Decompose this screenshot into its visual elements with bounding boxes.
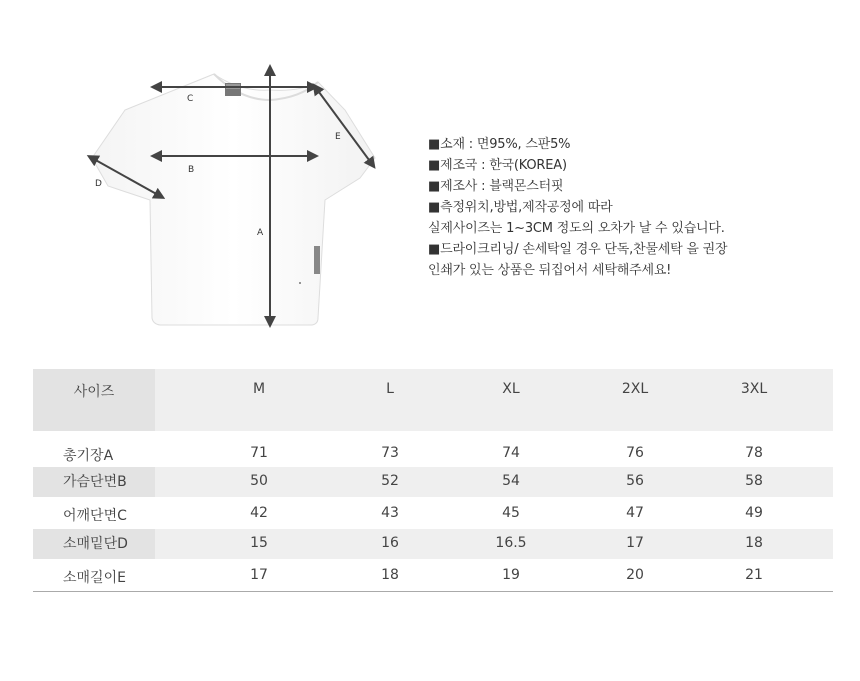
row-label: 총기장A: [63, 448, 114, 464]
table-cell: 16.5: [495, 535, 527, 551]
table-cell: 18: [381, 567, 399, 583]
row-label: 어깨단면C: [63, 508, 127, 524]
label-b: B: [188, 165, 195, 175]
header-size-l: L: [386, 381, 394, 397]
table-cell: 15: [250, 535, 268, 551]
table-row: [33, 467, 833, 497]
info-wash-note-2: 인쇄가 있는 상품은 뒤집어서 세탁해주세요!: [428, 263, 672, 278]
row-label: 소매길이E: [63, 570, 126, 586]
table-cell: 73: [381, 445, 399, 461]
product-info: [428, 134, 848, 281]
table-cell: 20: [626, 567, 644, 583]
table-cell: 17: [250, 567, 268, 583]
table-cell: 18: [745, 535, 763, 551]
print-dot: [299, 282, 301, 284]
header-size-label: 사이즈: [73, 384, 115, 400]
table-cell: 49: [745, 505, 763, 521]
label-d: D: [95, 179, 102, 189]
table-cell: 78: [745, 445, 763, 461]
table-cell: 58: [745, 473, 763, 489]
table-cell: 21: [745, 567, 763, 583]
table-row: [33, 439, 833, 469]
info-measure-note-2: 실제사이즈는 1~3CM 정도의 오차가 날 수 있습니다.: [428, 221, 725, 236]
info-country: ■제조국 : 한국(KOREA): [428, 158, 567, 173]
table-bottom-divider: [33, 591, 833, 592]
label-a: A: [257, 228, 264, 238]
table-cell: 42: [250, 505, 268, 521]
info-measure-note: ■측정위치,방법,제작공정에 따라: [428, 200, 613, 215]
table-cell: 43: [381, 505, 399, 521]
tshirt-measurement-diagram: [0, 0, 420, 340]
table-row: [33, 529, 833, 559]
table-row: [33, 561, 833, 591]
side-tag: [314, 246, 320, 274]
table-cell: 52: [381, 473, 399, 489]
table-cell: 50: [250, 473, 268, 489]
row-label: 소매밑단D: [33, 529, 155, 559]
table-cell: 54: [502, 473, 520, 489]
table-cell: 76: [626, 445, 644, 461]
header-size-3xl: 3XL: [740, 381, 768, 397]
table-cell: 16: [381, 535, 399, 551]
info-material: ■소재 : 면95%, 스판5%: [428, 137, 571, 152]
header-size-2xl: 2XL: [621, 381, 649, 397]
table-cell: 45: [502, 505, 520, 521]
info-manufacturer: ■제조사 : 블랙몬스터핏: [428, 179, 564, 194]
table-cell: 56: [626, 473, 644, 489]
table-cell: 74: [502, 445, 520, 461]
row-label: 가슴단면B: [33, 467, 155, 497]
info-wash-note: ■드라이크리닝/ 손세탁일 경우 단독,찬물세탁 을 권장: [428, 242, 728, 257]
table-row: [33, 499, 833, 529]
label-e: E: [335, 132, 341, 142]
header-size-xl: XL: [502, 381, 520, 397]
header-size-m: M: [252, 381, 266, 397]
table-cell: 71: [250, 445, 268, 461]
table-cell: 19: [502, 567, 520, 583]
table-cell: 17: [626, 535, 644, 551]
table-cell: 47: [626, 505, 644, 521]
label-c: C: [187, 94, 194, 104]
